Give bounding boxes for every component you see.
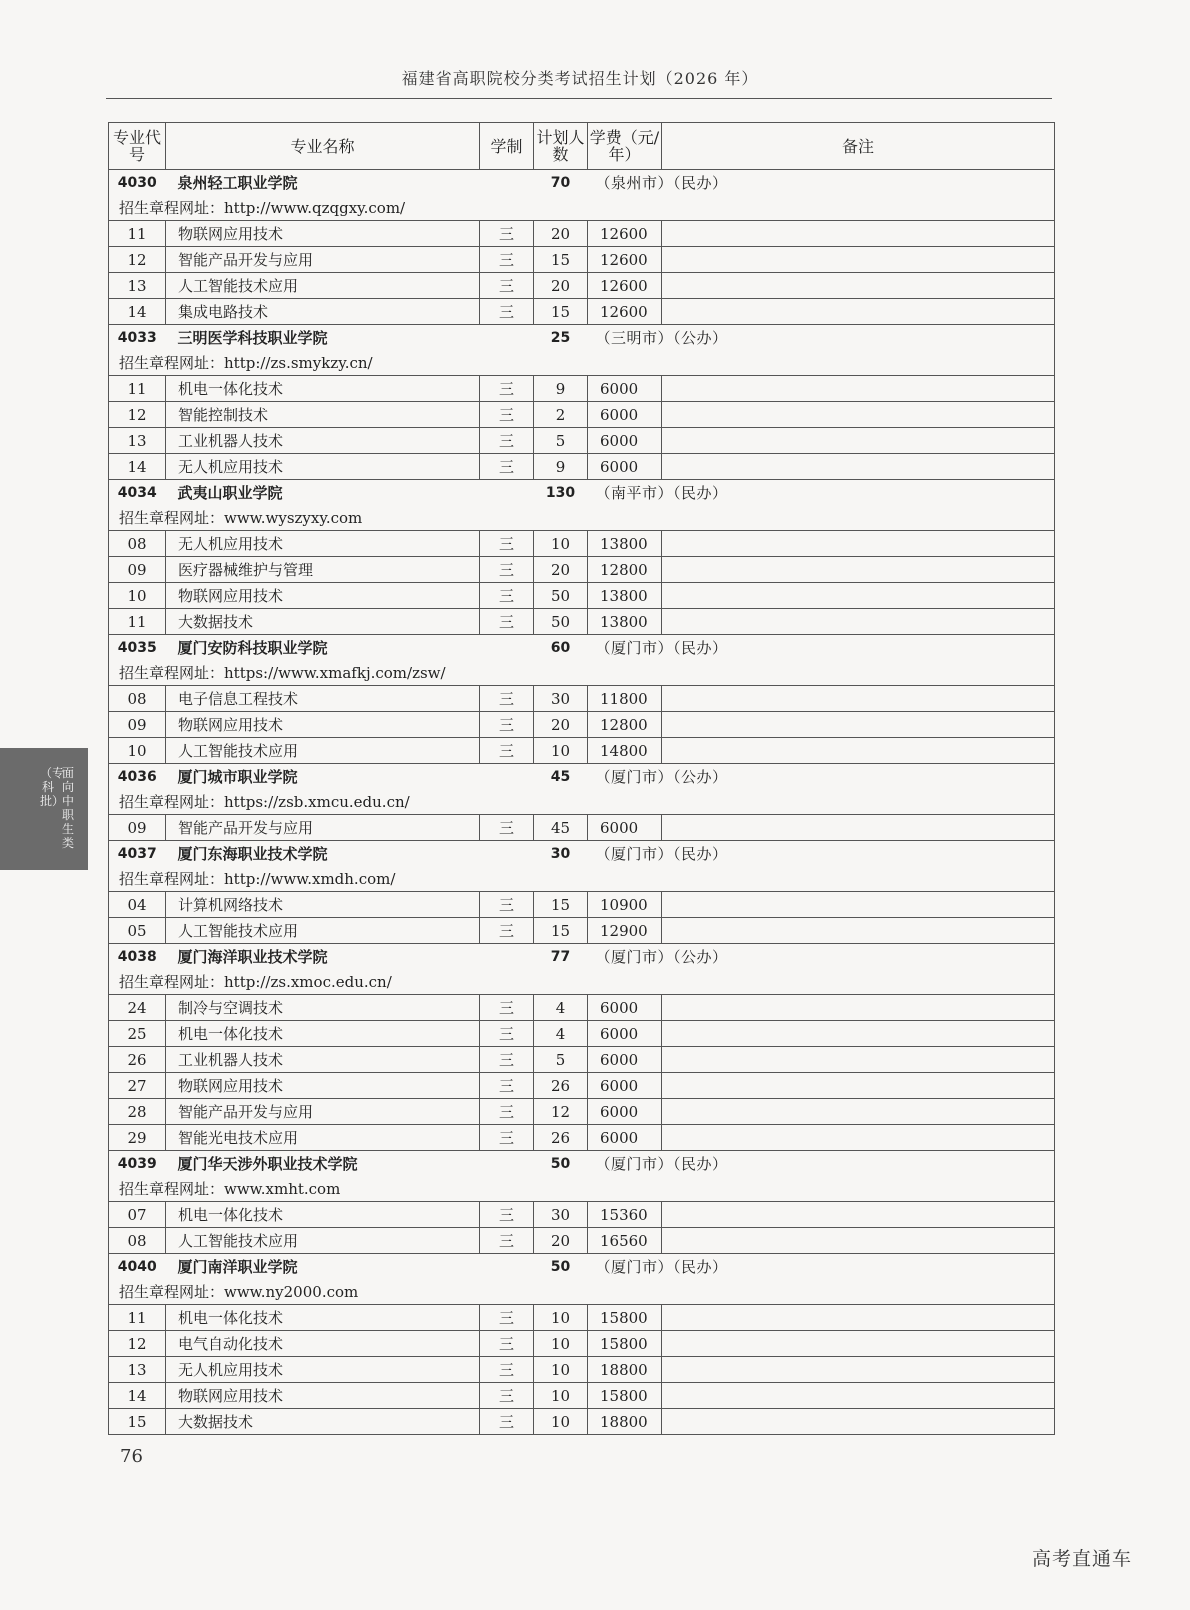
page-number: 76 [120,1446,143,1467]
major-duration: 三 [480,1047,534,1073]
major-fee: 15800 [588,1305,662,1331]
major-name: 人工智能技术应用 [166,738,480,764]
major-name: 计算机网络技术 [166,892,480,918]
major-remark [662,712,1055,738]
school-area-type: （厦门市）（民办） [588,841,1055,867]
major-duration: 三 [480,428,534,454]
major-fee: 6000 [588,995,662,1021]
major-row [109,1099,1055,1125]
major-remark [662,299,1055,325]
major-row [109,273,1055,299]
major-plan: 4 [534,995,588,1021]
major-name: 物联网应用技术 [166,221,480,247]
major-duration: 三 [480,583,534,609]
major-fee: 12900 [588,918,662,944]
major-plan: 9 [534,454,588,480]
major-row [109,1073,1055,1099]
major-remark [662,1202,1055,1228]
major-duration: 三 [480,686,534,712]
major-duration: 三 [480,531,534,557]
major-row [109,1202,1055,1228]
major-remark [662,247,1055,273]
major-remark [662,892,1055,918]
major-remark [662,1021,1055,1047]
major-fee: 6000 [588,376,662,402]
school-row [109,841,1055,867]
major-plan: 20 [534,1228,588,1254]
table-body [109,170,1055,1435]
major-row [109,1409,1055,1435]
major-code: 13 [109,273,166,299]
major-plan: 30 [534,686,588,712]
major-plan: 26 [534,1125,588,1151]
major-fee: 13800 [588,531,662,557]
major-code: 04 [109,892,166,918]
major-name: 智能产品开发与应用 [166,1099,480,1125]
school-url-row [109,789,1055,815]
major-row [109,557,1055,583]
major-row [109,738,1055,764]
major-plan: 15 [534,247,588,273]
col-header-duration: 学制 [480,123,534,170]
major-code: 13 [109,428,166,454]
major-fee: 18800 [588,1409,662,1435]
major-name: 无人机应用技术 [166,454,480,480]
major-remark [662,1305,1055,1331]
major-plan: 20 [534,712,588,738]
major-duration: 三 [480,299,534,325]
major-remark [662,1331,1055,1357]
major-name: 机电一体化技术 [166,1021,480,1047]
major-row [109,247,1055,273]
major-fee: 6000 [588,815,662,841]
major-remark [662,1073,1055,1099]
major-code: 11 [109,221,166,247]
major-code: 13 [109,1357,166,1383]
school-row [109,1151,1055,1177]
section-side-tab [0,748,88,870]
school-row [109,325,1055,351]
major-remark [662,918,1055,944]
major-row [109,1305,1055,1331]
major-row [109,221,1055,247]
side-tab-label: 面向中职生类 [61,766,74,850]
school-name: 厦门安防科技职业学院 [166,635,534,661]
major-code: 10 [109,738,166,764]
major-code: 10 [109,583,166,609]
major-remark [662,1409,1055,1435]
school-area-type: （厦门市）（民办） [588,1254,1055,1280]
major-remark [662,221,1055,247]
major-code: 09 [109,557,166,583]
school-plan-total: 25 [534,325,588,351]
school-area-type: （厦门市）（民办） [588,635,1055,661]
major-duration: 三 [480,918,534,944]
major-fee: 6000 [588,1073,662,1099]
major-duration: 三 [480,995,534,1021]
school-url-row [109,350,1055,376]
school-name: 厦门城市职业学院 [166,764,534,790]
school-code: 4038 [109,944,166,970]
major-code: 14 [109,454,166,480]
major-code: 09 [109,712,166,738]
major-plan: 26 [534,1073,588,1099]
major-name: 电气自动化技术 [166,1331,480,1357]
major-code: 11 [109,376,166,402]
major-remark [662,557,1055,583]
major-plan: 5 [534,1047,588,1073]
school-name: 厦门华天涉外职业技术学院 [166,1151,534,1177]
major-row [109,583,1055,609]
major-plan: 10 [534,1305,588,1331]
school-row [109,635,1055,661]
major-duration: 三 [480,738,534,764]
major-fee: 6000 [588,428,662,454]
major-code: 09 [109,815,166,841]
major-row [109,815,1055,841]
major-remark [662,609,1055,635]
major-name: 无人机应用技术 [166,531,480,557]
major-row [109,609,1055,635]
school-row [109,764,1055,790]
major-fee: 6000 [588,454,662,480]
watermark-text: 高考直通车 [1031,1548,1132,1570]
major-code: 15 [109,1409,166,1435]
major-name: 工业机器人技术 [166,1047,480,1073]
major-code: 05 [109,918,166,944]
major-code: 11 [109,609,166,635]
major-fee: 16560 [588,1228,662,1254]
major-row [109,892,1055,918]
major-remark [662,273,1055,299]
major-duration: 三 [480,273,534,299]
major-fee: 12600 [588,299,662,325]
major-name: 智能产品开发与应用 [166,815,480,841]
major-duration: 三 [480,1383,534,1409]
school-url-row [109,660,1055,686]
major-name: 智能产品开发与应用 [166,247,480,273]
major-name: 集成电路技术 [166,299,480,325]
major-duration: 三 [480,402,534,428]
col-header-plan: 计划人数 [534,123,588,170]
major-duration: 三 [480,247,534,273]
major-name: 电子信息工程技术 [166,686,480,712]
major-remark [662,583,1055,609]
major-duration: 三 [480,1228,534,1254]
major-row [109,1047,1055,1073]
school-area-type: （厦门市）（公办） [588,944,1055,970]
major-fee: 13800 [588,583,662,609]
school-plan-total: 70 [534,170,588,196]
major-row [109,454,1055,480]
school-url-row [109,505,1055,531]
major-duration: 三 [480,892,534,918]
major-code: 27 [109,1073,166,1099]
school-name: 厦门东海职业技术学院 [166,841,534,867]
major-code: 07 [109,1202,166,1228]
major-plan: 15 [534,918,588,944]
major-fee: 15800 [588,1331,662,1357]
major-remark [662,686,1055,712]
major-fee: 14800 [588,738,662,764]
major-plan: 10 [534,531,588,557]
major-code: 14 [109,299,166,325]
major-plan: 50 [534,609,588,635]
school-code: 4030 [109,170,166,196]
col-header-name: 专业名称 [166,123,480,170]
school-url: 招生章程网址：https://www.xmafkj.com/zsw/ [109,660,1055,686]
col-header-fee: 学费（元/年） [588,123,662,170]
school-url-row [109,969,1055,995]
major-name: 机电一体化技术 [166,376,480,402]
major-remark [662,428,1055,454]
major-fee: 12800 [588,712,662,738]
major-row [109,428,1055,454]
major-name: 无人机应用技术 [166,1357,480,1383]
major-fee: 15360 [588,1202,662,1228]
major-fee: 12800 [588,557,662,583]
major-name: 大数据技术 [166,609,480,635]
major-row [109,1125,1055,1151]
school-code: 4039 [109,1151,166,1177]
major-duration: 三 [480,1331,534,1357]
major-fee: 6000 [588,1099,662,1125]
major-fee: 6000 [588,1125,662,1151]
major-fee: 18800 [588,1357,662,1383]
major-plan: 10 [534,1357,588,1383]
major-remark [662,1357,1055,1383]
school-code: 4035 [109,635,166,661]
major-fee: 6000 [588,1047,662,1073]
school-url: 招生章程网址：www.xmht.com [109,1176,1055,1202]
side-tab-sublabel: （专科批） [40,766,65,808]
major-duration: 三 [480,1202,534,1228]
major-duration: 三 [480,376,534,402]
school-plan-total: 50 [534,1151,588,1177]
major-duration: 三 [480,1409,534,1435]
major-row [109,1357,1055,1383]
major-remark [662,1228,1055,1254]
major-name: 智能控制技术 [166,402,480,428]
major-fee: 12600 [588,247,662,273]
school-plan-total: 60 [534,635,588,661]
major-remark [662,402,1055,428]
major-duration: 三 [480,1357,534,1383]
major-remark [662,1099,1055,1125]
major-name: 人工智能技术应用 [166,273,480,299]
major-code: 08 [109,531,166,557]
major-remark [662,1047,1055,1073]
major-name: 物联网应用技术 [166,1073,480,1099]
school-url-row [109,1279,1055,1305]
school-name: 厦门海洋职业技术学院 [166,944,534,970]
major-duration: 三 [480,712,534,738]
major-plan: 2 [534,402,588,428]
school-url: 招生章程网址：http://www.qzqgxy.com/ [109,195,1055,221]
major-remark [662,815,1055,841]
major-plan: 50 [534,583,588,609]
school-plan-total: 50 [534,1254,588,1280]
major-duration: 三 [480,1305,534,1331]
major-remark [662,531,1055,557]
major-row [109,531,1055,557]
major-plan: 4 [534,1021,588,1047]
major-duration: 三 [480,609,534,635]
school-url: 招生章程网址：http://www.xmdh.com/ [109,866,1055,892]
school-row [109,480,1055,506]
major-plan: 30 [534,1202,588,1228]
major-code: 28 [109,1099,166,1125]
major-fee: 15800 [588,1383,662,1409]
major-name: 人工智能技术应用 [166,1228,480,1254]
enrollment-plan-table [108,122,1055,1435]
school-code: 4037 [109,841,166,867]
major-name: 医疗器械维护与管理 [166,557,480,583]
major-name: 机电一体化技术 [166,1202,480,1228]
school-url-row [109,866,1055,892]
col-header-code: 专业代号 [109,123,166,170]
major-plan: 20 [534,273,588,299]
school-row [109,170,1055,196]
major-fee: 13800 [588,609,662,635]
major-name: 物联网应用技术 [166,583,480,609]
school-name: 厦门南洋职业学院 [166,1254,534,1280]
major-remark [662,376,1055,402]
school-plan-total: 30 [534,841,588,867]
major-fee: 10900 [588,892,662,918]
major-code: 12 [109,402,166,428]
major-code: 29 [109,1125,166,1151]
major-fee: 12600 [588,221,662,247]
major-row [109,1228,1055,1254]
school-name: 三明医学科技职业学院 [166,325,534,351]
school-url: 招生章程网址：http://zs.smykzy.cn/ [109,350,1055,376]
school-area-type: （厦门市）（公办） [588,764,1055,790]
school-url: 招生章程网址：www.wyszyxy.com [109,505,1055,531]
col-header-remark: 备注 [662,123,1055,170]
major-row [109,1021,1055,1047]
school-area-type: （三明市）（公办） [588,325,1055,351]
major-name: 智能光电技术应用 [166,1125,480,1151]
major-plan: 12 [534,1099,588,1125]
major-row [109,686,1055,712]
major-plan: 5 [534,428,588,454]
school-plan-total: 130 [534,480,588,506]
major-plan: 10 [534,1383,588,1409]
major-code: 24 [109,995,166,1021]
major-row [109,995,1055,1021]
page-header-title: 福建省高职院校分类考试招生计划（2026 年） [401,69,759,88]
major-remark [662,1383,1055,1409]
major-code: 26 [109,1047,166,1073]
major-row [109,1331,1055,1357]
major-fee: 6000 [588,1021,662,1047]
school-area-type: （泉州市）（民办） [588,170,1055,196]
major-duration: 三 [480,557,534,583]
school-url-row [109,1176,1055,1202]
major-plan: 15 [534,892,588,918]
major-plan: 10 [534,738,588,764]
major-name: 物联网应用技术 [166,712,480,738]
major-remark [662,995,1055,1021]
major-code: 08 [109,686,166,712]
school-code: 4033 [109,325,166,351]
school-url-row [109,195,1055,221]
major-name: 大数据技术 [166,1409,480,1435]
school-name: 武夷山职业学院 [166,480,534,506]
major-row [109,918,1055,944]
major-remark [662,454,1055,480]
major-duration: 三 [480,1125,534,1151]
major-plan: 9 [534,376,588,402]
major-row [109,402,1055,428]
major-duration: 三 [480,1021,534,1047]
major-row [109,376,1055,402]
major-plan: 10 [534,1331,588,1357]
major-plan: 20 [534,557,588,583]
major-duration: 三 [480,1073,534,1099]
major-plan: 45 [534,815,588,841]
school-row [109,1254,1055,1280]
school-area-type: （南平市）（民办） [588,480,1055,506]
major-fee: 12600 [588,273,662,299]
school-plan-total: 77 [534,944,588,970]
major-plan: 10 [534,1409,588,1435]
major-row [109,299,1055,325]
major-remark [662,1125,1055,1151]
major-code: 12 [109,247,166,273]
major-code: 14 [109,1383,166,1409]
major-name: 机电一体化技术 [166,1305,480,1331]
school-code: 4034 [109,480,166,506]
major-plan: 20 [534,221,588,247]
school-url: 招生章程网址：www.ny2000.com [109,1279,1055,1305]
major-code: 12 [109,1331,166,1357]
major-remark [662,738,1055,764]
major-fee: 6000 [588,402,662,428]
major-duration: 三 [480,221,534,247]
school-url: 招生章程网址：https://zsb.xmcu.edu.cn/ [109,789,1055,815]
school-plan-total: 45 [534,764,588,790]
major-name: 工业机器人技术 [166,428,480,454]
table-header-row [109,123,1055,170]
major-name: 人工智能技术应用 [166,918,480,944]
major-name: 制冷与空调技术 [166,995,480,1021]
major-plan: 15 [534,299,588,325]
major-row [109,712,1055,738]
school-code: 4036 [109,764,166,790]
major-fee: 11800 [588,686,662,712]
header-divider [106,98,1052,99]
school-code: 4040 [109,1254,166,1280]
major-code: 08 [109,1228,166,1254]
school-area-type: （厦门市）（民办） [588,1151,1055,1177]
school-row [109,944,1055,970]
major-name: 物联网应用技术 [166,1383,480,1409]
major-row [109,1383,1055,1409]
major-code: 11 [109,1305,166,1331]
school-name: 泉州轻工职业学院 [166,170,534,196]
major-duration: 三 [480,815,534,841]
school-url: 招生章程网址：http://zs.xmoc.edu.cn/ [109,969,1055,995]
major-duration: 三 [480,454,534,480]
major-code: 25 [109,1021,166,1047]
major-duration: 三 [480,1099,534,1125]
